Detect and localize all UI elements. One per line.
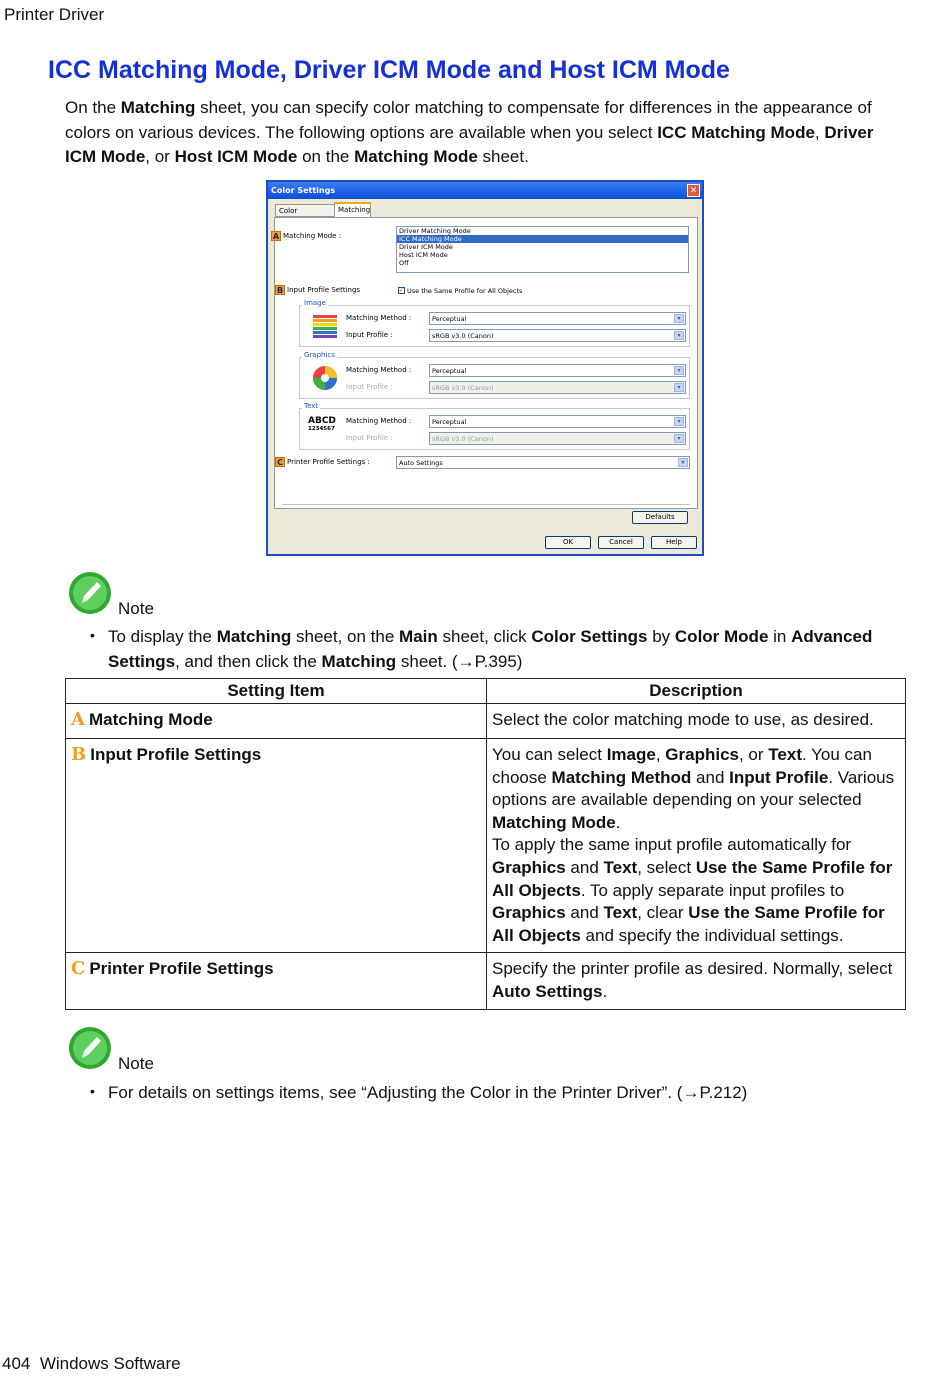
marker-c: C — [275, 457, 285, 467]
option-driver-icm-mode[interactable]: Driver ICM Mode — [399, 243, 453, 251]
image-matching-method-label: Matching Method : — [346, 314, 412, 322]
row-letter: B — [71, 744, 87, 765]
page-title: ICC Matching Mode, Driver ICM Mode and Host ICM Mode — [48, 56, 730, 84]
table-cell-description: Specify the printer profile as desired. Normally, select Auto Settings. — [487, 953, 906, 1009]
chevron-down-icon: ▾ — [674, 366, 684, 375]
chevron-down-icon: ▾ — [678, 458, 688, 467]
graphics-group-title: Graphics — [304, 351, 335, 359]
text-thumbnail — [308, 416, 340, 433]
page-footer — [2, 1354, 181, 1374]
defaults-button[interactable]: Defaults — [632, 511, 688, 524]
table-header-description: Description — [487, 679, 906, 704]
graphics-thumbnail-icon — [311, 364, 339, 392]
note-text: For details on settings items, see “Adjusting the Color in the Printer Driver”. (→P.212) — [108, 1083, 748, 1102]
table-cell-item: C Printer Profile Settings — [66, 953, 487, 1009]
image-input-profile-select[interactable]: sRGB v3.0 (Canon) ▾ — [429, 329, 686, 342]
graphics-matching-method-label: Matching Method : — [346, 366, 412, 374]
option-icc-matching-mode[interactable]: ICC Matching Mode — [397, 235, 688, 243]
marker-a: A — [272, 232, 280, 241]
option-off[interactable]: Off — [399, 259, 409, 267]
image-input-profile-label: Input Profile : — [346, 331, 393, 339]
row-letter: A — [71, 709, 85, 730]
note-pencil-icon — [68, 571, 112, 615]
printer-profile-select[interactable]: Auto Settings ▾ — [396, 456, 690, 469]
graphics-matching-method-select[interactable]: Perceptual ▾ — [429, 364, 686, 377]
note-label: Note — [118, 1054, 154, 1073]
chevron-down-icon: ▾ — [674, 383, 684, 392]
text-matching-method-select[interactable]: Perceptual ▾ — [429, 415, 686, 428]
chevron-down-icon: ▾ — [674, 314, 684, 323]
table-header-setting-item: Setting Item — [66, 679, 487, 704]
text-group-title: Text — [304, 402, 319, 410]
graphics-input-profile-select: sRGB v3.0 (Canon) ▾ — [429, 381, 686, 394]
option-host-icm-mode[interactable]: Host ICM Mode — [399, 251, 448, 259]
chevron-down-icon: ▾ — [674, 434, 684, 443]
tab-matching[interactable]: Matching — [334, 202, 371, 218]
close-icon[interactable]: ✕ — [687, 184, 700, 197]
page-number: 404 — [2, 1354, 31, 1373]
bullet-dot: • — [90, 627, 95, 643]
dialog-divider — [282, 504, 690, 505]
text-input-profile-select: sRGB v3.0 (Canon) ▾ — [429, 432, 686, 445]
same-profile-label: Use the Same Profile for All Objects — [407, 287, 523, 295]
table-row — [66, 739, 906, 953]
table-cell-description: You can select Image, Graphics, or Text. You can choose Matching Method and Input Profile. Various options are available depending on your selected Matching Mode. To apply the same input profile automatically for Graphics and Text, select Use the Same Profile for All Objects. To apply separate input profiles to Graphics and Text, clear Use the Same Profile for All Objects and specify the individual settings. — [487, 739, 906, 953]
printer-profile-settings-label: Printer Profile Settings : — [287, 458, 370, 466]
color-settings-dialog — [266, 180, 704, 556]
input-profile-settings-label: Input Profile Settings — [287, 286, 361, 294]
note-pencil-icon — [68, 1026, 112, 1070]
table-cell-description: Select the color matching mode to use, as desired. — [487, 704, 906, 739]
table-row — [66, 953, 906, 1009]
same-profile-checkbox[interactable]: ✓ — [399, 287, 405, 294]
image-matching-method-select[interactable]: Perceptual ▾ — [429, 312, 686, 325]
table-cell-item: A Matching Mode — [66, 704, 487, 739]
option-driver-matching-mode[interactable]: Driver Matching Mode — [399, 227, 471, 235]
matching-mode-listbox[interactable] — [396, 226, 689, 273]
note-text: To display the Matching sheet, on the Main sheet, click Color Settings by Color Mode in Advanced Settings, and then click the Matching sheet. (→P.395) — [108, 627, 873, 671]
bullet-dot: • — [90, 1083, 95, 1099]
text-thumb-numbers: 1234567 — [308, 426, 335, 432]
text-matching-method-label: Matching Method : — [346, 417, 412, 425]
matching-mode-label: Matching Mode : — [283, 232, 342, 240]
dialog-title-bar: Color Settings — [268, 182, 702, 199]
settings-table — [65, 678, 906, 1010]
image-thumbnail-icon — [311, 312, 339, 340]
intro-paragraph: On the Matching sheet, you can specify color matching to compensate for differences in the appearance of colors on various devices. The following options are available when you select ICC Matching Mode, Driver ICM Mode, or Host ICM Mode on the Matching Mode sheet. — [65, 98, 874, 166]
chevron-down-icon: ▾ — [674, 331, 684, 340]
footer-section: Windows Software — [39, 1354, 181, 1373]
note-label: Note — [118, 599, 154, 618]
row-letter: C — [71, 958, 86, 980]
marker-b: B — [276, 286, 284, 295]
cancel-button[interactable]: Cancel — [598, 536, 644, 549]
ok-button[interactable]: OK — [545, 536, 591, 549]
tab-color-adjustment[interactable]: Color — [275, 204, 335, 217]
help-button[interactable]: Help — [651, 536, 697, 549]
text-thumb-letters: ABCD — [308, 416, 336, 426]
running-header: Printer Driver — [4, 5, 105, 24]
table-cell-item: B Input Profile Settings — [66, 739, 487, 953]
image-group-title: Image — [304, 299, 326, 307]
text-input-profile-label: Input Profile : — [346, 434, 393, 442]
chevron-down-icon: ▾ — [674, 417, 684, 426]
table-header-row — [66, 679, 906, 704]
table-row — [66, 704, 906, 739]
graphics-input-profile-label: Input Profile : — [346, 383, 393, 391]
